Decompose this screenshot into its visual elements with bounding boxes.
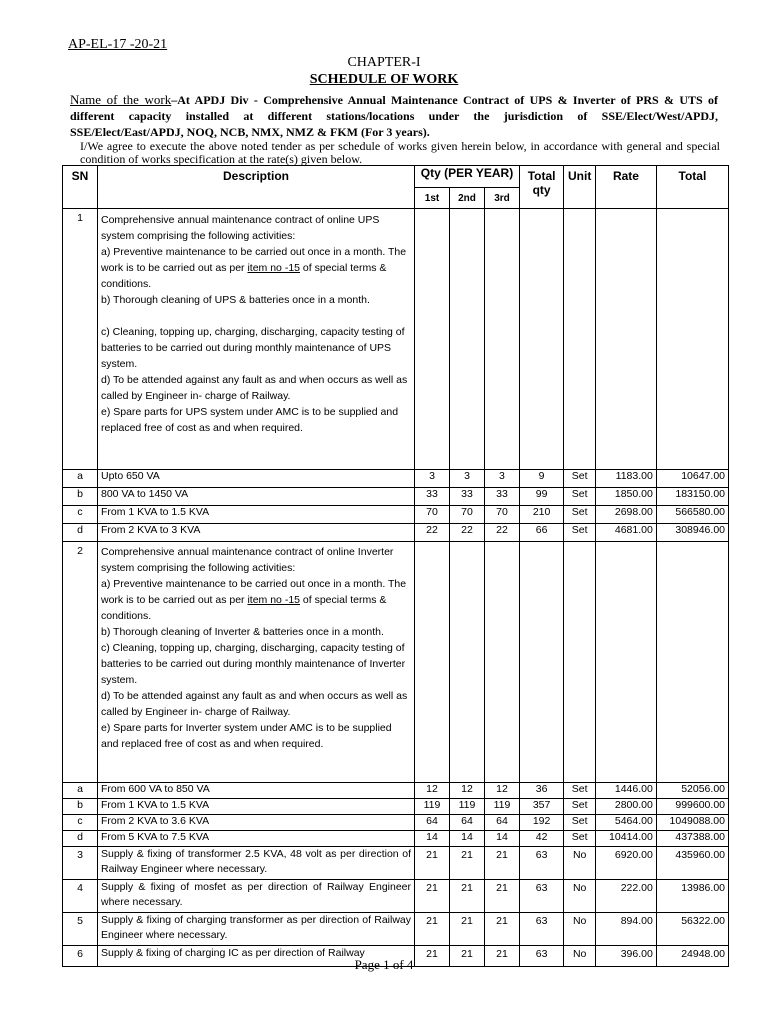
item-1-description — [97, 209, 414, 470]
inv-rows-sn: a — [63, 783, 98, 799]
supply-rows-description: Supply & fixing of charging IC as per direction of Railway — [97, 946, 414, 967]
supply-rows-y1: 21 — [415, 913, 450, 946]
header-total: Total — [656, 166, 728, 209]
inv-rows-description: From 1 KVA to 1.5 KVA — [97, 799, 414, 815]
supply-rows-tq: 63 — [519, 847, 563, 880]
supply-rows — [63, 847, 729, 967]
supply-rows-y3: 21 — [484, 946, 519, 967]
header-total-qty: Total qty — [519, 166, 563, 209]
ups-rows-tq: 99 — [519, 488, 563, 506]
header-qty-per-year: Qty (PER YEAR) — [415, 166, 520, 188]
inv-rows-y2: 12 — [450, 783, 485, 799]
header-sn: SN — [63, 166, 98, 209]
ups-rows-sn: d — [63, 524, 98, 542]
supply-rows-unit: No — [564, 880, 596, 913]
inv-rows-row — [63, 815, 729, 831]
header-year-2: 2nd — [450, 188, 485, 209]
ups-rows-tq: 9 — [519, 470, 563, 488]
ups-rows-total: 308946.00 — [656, 524, 728, 542]
inv-rows-description: From 5 KVA to 7.5 KVA — [97, 831, 414, 847]
inv-rows-y1: 12 — [415, 783, 450, 799]
supply-rows-row — [63, 913, 729, 946]
supply-rows-sn: 6 — [63, 946, 98, 967]
inv-rows-y3: 12 — [484, 783, 519, 799]
item-2-activity-b: b) Thorough cleaning of Inverter & batteries once in a month. — [100, 626, 384, 638]
ups-rows-total: 183150.00 — [656, 488, 728, 506]
ups-rows-y2: 70 — [450, 506, 485, 524]
header-unit: Unit — [564, 166, 596, 209]
supply-rows-sn: 5 — [63, 913, 98, 946]
inv-rows-rate: 1446.00 — [596, 783, 657, 799]
ups-rows-y1: 22 — [415, 524, 450, 542]
item-2-activity-a: a) Preventive maintenance to be carried out once in a month. The work is to be carried out as per — [100, 578, 407, 606]
ups-rows-total: 566580.00 — [656, 506, 728, 524]
inv-rows-unit: Set — [564, 783, 596, 799]
supply-rows-description: Supply & fixing of mosfet as per direction of Railway Engineer where necessary. — [97, 880, 414, 913]
inv-rows-y2: 14 — [450, 831, 485, 847]
ups-rows-description: 800 VA to 1450 VA — [97, 488, 414, 506]
supply-rows-y1: 21 — [415, 946, 450, 967]
supply-rows-unit: No — [564, 946, 596, 967]
ups-rows-rate: 4681.00 — [596, 524, 657, 542]
supply-rows-tq: 63 — [519, 913, 563, 946]
supply-rows-y2: 21 — [450, 946, 485, 967]
agreement-paragraph: I/We agree to execute the above noted tender as per schedule of works given herein below, in accordance with general and special condition of works specification at the rate(s) given below. — [80, 139, 720, 166]
inv-rows-unit: Set — [564, 831, 596, 847]
ups-rows-y2: 22 — [450, 524, 485, 542]
supply-rows-y1: 21 — [415, 847, 450, 880]
inv-rows-sn: b — [63, 799, 98, 815]
ups-rows-y1: 33 — [415, 488, 450, 506]
ups-rows-sn: a — [63, 470, 98, 488]
ups-rows-row — [63, 506, 729, 524]
inv-rows-total: 437388.00 — [656, 831, 728, 847]
ups-rows-tq: 66 — [519, 524, 563, 542]
inv-rows-y1: 14 — [415, 831, 450, 847]
supply-rows-total: 56322.00 — [656, 913, 728, 946]
inv-rows-description: From 2 KVA to 3.6 KVA — [97, 815, 414, 831]
ups-rows-unit: Set — [564, 488, 596, 506]
ups-rows-unit: Set — [564, 524, 596, 542]
document-reference: AP-EL-17 -20-21 — [68, 37, 168, 52]
ups-rows-row — [63, 470, 729, 488]
schedule-table — [62, 165, 729, 967]
ups-rows-rate: 2698.00 — [596, 506, 657, 524]
supply-rows-sn: 4 — [63, 880, 98, 913]
ups-rows-total: 10647.00 — [656, 470, 728, 488]
inverter-rows — [63, 783, 729, 847]
item-1-activity-a: a) Preventive maintenance to be carried out once in a month. The work is to be carried out as per — [100, 246, 407, 274]
supply-rows-total: 13986.00 — [656, 880, 728, 913]
inv-rows-total: 999600.00 — [656, 799, 728, 815]
supply-rows-rate: 894.00 — [596, 913, 657, 946]
item-2-description — [97, 542, 414, 783]
inv-rows-y2: 64 — [450, 815, 485, 831]
page-title: SCHEDULE OF WORK — [309, 72, 459, 87]
inv-rows-y3: 119 — [484, 799, 519, 815]
supply-rows-rate: 396.00 — [596, 946, 657, 967]
ups-rows-unit: Set — [564, 506, 596, 524]
supply-rows-sn: 3 — [63, 847, 98, 880]
inv-rows-row — [63, 783, 729, 799]
inv-rows-y3: 64 — [484, 815, 519, 831]
header-description: Description — [97, 166, 414, 209]
item-2-activity-e: e) Spare parts for Inverter system under AMC is to be supplied and replaced free of cost as and when required. — [100, 722, 392, 750]
item-1-activity-d: d) To be attended against any fault as and when occurs as well as called by Engineer in- charge of Railway. — [100, 374, 408, 402]
inv-rows-tq: 192 — [519, 815, 563, 831]
ups-rows-y1: 70 — [415, 506, 450, 524]
item-2-sn: 2 — [63, 542, 98, 783]
chapter-heading: CHAPTER-I — [347, 55, 421, 70]
ups-rows-tq: 210 — [519, 506, 563, 524]
supply-rows-y3: 21 — [484, 847, 519, 880]
ups-rows-unit: Set — [564, 470, 596, 488]
page-number: Page 1 of 4 — [354, 957, 414, 972]
header-year-3: 3rd — [484, 188, 519, 209]
item-1-activity-c: c) Cleaning, topping up, charging, discharging, capacity testing of batteries to be carried out during monthly maintenance of UPS system. — [100, 326, 405, 370]
inv-rows-tq: 357 — [519, 799, 563, 815]
inv-rows-rate: 5464.00 — [596, 815, 657, 831]
name-of-work — [70, 92, 718, 140]
ups-rows-y3: 70 — [484, 506, 519, 524]
ups-rows-row — [63, 524, 729, 542]
item-1-activity-a-end: of special terms & conditions. — [100, 262, 387, 290]
item-1-intro: Comprehensive annual maintenance contract of online UPS system comprising the following activities: — [100, 214, 380, 242]
supply-rows-row — [63, 847, 729, 880]
name-of-work-text: –At APDJ Div - Comprehensive Annual Maintenance Contract of UPS & Inverter of PRS & UTS of different capacity installed at different stations/locations under the jurisdiction of SSE/Elect/West/APDJ, SSE/Elect/East/APDJ, NOQ, NCB, NMX, NMZ & FKM (For 3 years). — [70, 93, 719, 139]
ups-rows-sn: b — [63, 488, 98, 506]
supply-rows-description: Supply & fixing of transformer 2.5 KVA, 48 volt as per direction of Railway Engineer where necessary. — [97, 847, 414, 880]
supply-rows-row — [63, 880, 729, 913]
supply-rows-tq: 63 — [519, 880, 563, 913]
item-1-sn: 1 — [63, 209, 98, 470]
supply-rows-y2: 21 — [450, 913, 485, 946]
inv-rows-y1: 119 — [415, 799, 450, 815]
ups-rows-y3: 33 — [484, 488, 519, 506]
supply-rows-y1: 21 — [415, 880, 450, 913]
ups-rows-description: From 1 KVA to 1.5 KVA — [97, 506, 414, 524]
inv-rows-sn: c — [63, 815, 98, 831]
item-1-clause-reference: item no -15 — [247, 262, 300, 274]
item-2-activity-d: d) To be attended against any fault as and when occurs as well as called by Engineer in- charge of Railway. — [100, 690, 408, 718]
inv-rows-row — [63, 799, 729, 815]
supply-rows-rate: 6920.00 — [596, 847, 657, 880]
ups-rows-y1: 3 — [415, 470, 450, 488]
inv-rows-total: 1049088.00 — [656, 815, 728, 831]
item-2-activity-a-end: of special terms & conditions. — [100, 594, 387, 622]
supply-rows-y3: 21 — [484, 913, 519, 946]
supply-rows-total: 435960.00 — [656, 847, 728, 880]
inv-rows-rate: 2800.00 — [596, 799, 657, 815]
item-1-activity-b: b) Thorough cleaning of UPS & batteries once in a month. — [100, 294, 370, 306]
ups-rows-rate: 1850.00 — [596, 488, 657, 506]
supply-rows-y3: 21 — [484, 880, 519, 913]
table-row-item-1 — [63, 209, 729, 470]
ups-rows-description: Upto 650 VA — [97, 470, 414, 488]
inv-rows-tq: 36 — [519, 783, 563, 799]
supply-rows-y2: 21 — [450, 847, 485, 880]
item-2-activity-c: c) Cleaning, topping up, charging, discharging, capacity testing of batteries to be carried out during monthly maintenance of Inverter system. — [100, 642, 406, 686]
item-2-clause-reference: item no -15 — [247, 594, 300, 606]
inv-rows-sn: d — [63, 831, 98, 847]
name-of-work-label: Name of the work — [70, 92, 172, 107]
inv-rows-row — [63, 831, 729, 847]
ups-rows-rate: 1183.00 — [596, 470, 657, 488]
inv-rows-y1: 64 — [415, 815, 450, 831]
supply-rows-rate: 222.00 — [596, 880, 657, 913]
ups-rows-row — [63, 488, 729, 506]
item-2-intro: Comprehensive annual maintenance contract of online Inverter system comprising the following activities: — [100, 546, 394, 574]
ups-rows-y3: 3 — [484, 470, 519, 488]
ups-rows-description: From 2 KVA to 3 KVA — [97, 524, 414, 542]
inv-rows-description: From 600 VA to 850 VA — [97, 783, 414, 799]
ups-rows — [63, 470, 729, 542]
supply-rows-y2: 21 — [450, 880, 485, 913]
ups-rows-y2: 33 — [450, 488, 485, 506]
inv-rows-y2: 119 — [450, 799, 485, 815]
supply-rows-unit: No — [564, 847, 596, 880]
header-rate: Rate — [596, 166, 657, 209]
inv-rows-y3: 14 — [484, 831, 519, 847]
inv-rows-unit: Set — [564, 815, 596, 831]
item-1-activity-e: e) Spare parts for UPS system under AMC is to be supplied and replaced free of cost as and when required. — [100, 406, 399, 434]
inv-rows-tq: 42 — [519, 831, 563, 847]
header-year-1: 1st — [415, 188, 450, 209]
table-row-item-2 — [63, 542, 729, 783]
ups-rows-y3: 22 — [484, 524, 519, 542]
supply-rows-total: 24948.00 — [656, 946, 728, 967]
ups-rows-sn: c — [63, 506, 98, 524]
supply-rows-description: Supply & fixing of charging transformer as per direction of Railway Engineer where necessary. — [97, 913, 414, 946]
supply-rows-unit: No — [564, 913, 596, 946]
inv-rows-unit: Set — [564, 799, 596, 815]
supply-rows-tq: 63 — [519, 946, 563, 967]
inv-rows-rate: 10414.00 — [596, 831, 657, 847]
inv-rows-total: 52056.00 — [656, 783, 728, 799]
ups-rows-y2: 3 — [450, 470, 485, 488]
